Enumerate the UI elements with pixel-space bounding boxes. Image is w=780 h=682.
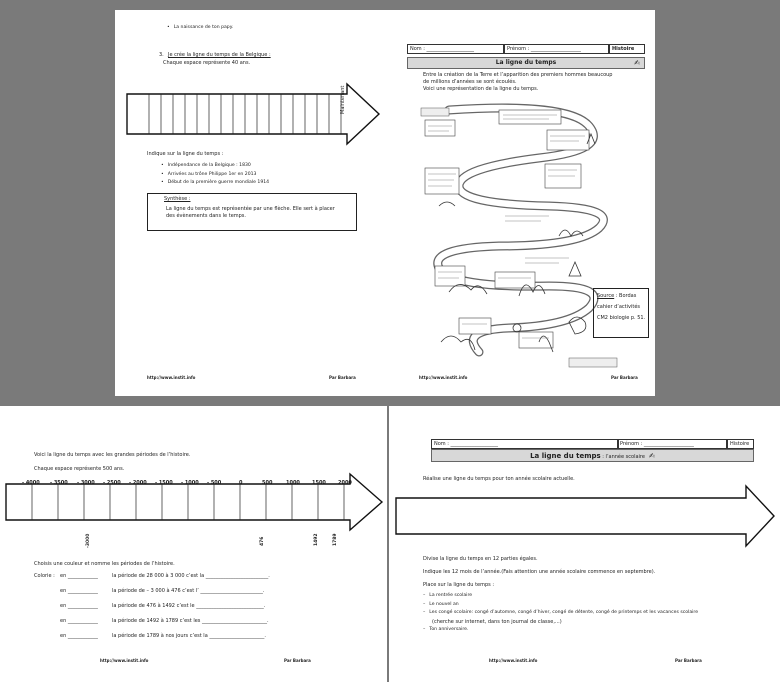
tick-label: 0 — [239, 480, 243, 486]
place-item: – Le nouvel an — [423, 601, 698, 610]
footer-left: http://www.instit.info — [147, 375, 196, 380]
title-band — [431, 449, 754, 462]
page-title: La ligne du temps — [530, 452, 601, 460]
intro-line-1: Entre la création de la Terre et l’apparition des premiers hommes beaucoup — [423, 72, 613, 78]
subject-field: Histoire — [609, 44, 645, 54]
vertical-label: 476 — [260, 536, 265, 546]
tick-label: 2000 — [338, 480, 352, 486]
tick-label: - 4000 — [22, 480, 40, 486]
name-field: Nom : ___________________ — [407, 44, 504, 54]
tick-label: - 1500 — [155, 480, 173, 486]
vertical-label: 1789 — [333, 533, 338, 546]
school-year-timeline-arrow — [394, 484, 776, 548]
tick-label: 500 — [262, 480, 273, 486]
source-line-1 — [597, 293, 636, 299]
tick-label: 1000 — [286, 480, 300, 486]
page-4 — [389, 406, 780, 682]
intro-line: Voici la ligne du temps avec les grandes périodes de l’histoire. — [34, 452, 191, 458]
place-line: Place sur la ligne du temps : — [423, 582, 495, 588]
task-line: Réalise une ligne du temps pour ton année scolaire actuelle. — [423, 476, 575, 482]
tick-label: - 2000 — [129, 480, 147, 486]
scale-line: Chaque espace représente 500 ans. — [34, 466, 125, 472]
place-list — [423, 592, 698, 618]
footer-left: http://www.instit.info — [489, 658, 538, 663]
event-list — [161, 162, 269, 188]
color-row-text[interactable]: la période de 1492 à 1789 c’est les __________________________. — [112, 618, 269, 624]
task3-scale: Chaque espace représente 40 ans. — [163, 60, 251, 66]
color-row-blank[interactable]: en ____________ — [60, 618, 98, 624]
choose-line: Choisis une couleur et nomme les périodes de l’histoire. — [34, 561, 175, 567]
page-2 — [389, 10, 655, 396]
firstname-field: Prénom : ____________________ — [504, 44, 609, 54]
title-band — [407, 57, 645, 69]
tick-label: - 500 — [207, 480, 222, 486]
tick-label: - 3000 — [77, 480, 95, 486]
synthesis-box — [147, 193, 357, 231]
tick-label: - 1000 — [181, 480, 199, 486]
color-row-blank[interactable]: en ____________ — [60, 573, 98, 579]
bullet-item: • La naissance de ton papy. — [167, 24, 233, 33]
mascot-icon: ✍ — [649, 452, 655, 460]
task3-number: 3. — [159, 52, 164, 58]
intro-line-3: Voici une représentation de la ligne du temps. — [423, 86, 539, 92]
synthesis-title: Synthèse : — [164, 196, 191, 202]
indicate-title: Indique sur la ligne du temps : — [147, 151, 224, 157]
source-line-2: cahier d’activités — [597, 304, 641, 310]
footer-right: Par Barbara — [675, 658, 702, 663]
intro-line-2: de millions d’années se sont écoulés. — [423, 79, 517, 85]
synthesis-text-1: La ligne du temps est représentée par une flèche. Elle sert à placer — [166, 206, 335, 212]
place-item: – Les congé scolaire: congé d’automne, congé d’hiver, congé de détente, congé de printemps et les vacances scolaire — [423, 609, 698, 618]
source-label: Source — [597, 293, 615, 299]
vertical-label: -3000 — [86, 533, 91, 548]
color-label: Colorie : — [34, 573, 55, 579]
divide-line: Divise la ligne du temps en 12 parties égales. — [423, 556, 538, 562]
synthesis-text-2: des évènements dans le temps. — [166, 213, 247, 219]
tick-label: 1500 — [312, 480, 326, 486]
source-line-3: CM2 biologie p. 51. — [597, 315, 646, 321]
tick-label: - 2500 — [103, 480, 121, 486]
vertical-label: 1492 — [314, 533, 319, 546]
footer-left: http://www.instit.info — [100, 658, 149, 663]
page-1 — [115, 10, 389, 396]
firstname-field: Prénom : ____________________ — [617, 439, 727, 449]
place-item: – Ton anniversaire. — [423, 626, 468, 635]
footer-right: Par Barbara — [284, 658, 311, 663]
months-line: Indique les 12 mois de l’année.(Fais attention une année scolaire commence en septembre). — [423, 569, 656, 575]
color-row-blank[interactable]: en ____________ — [60, 588, 98, 594]
task3-title: Je crée la ligne du temps de la Belgique : — [168, 52, 271, 58]
footer-left: http://www.instit.info — [419, 375, 468, 380]
color-row-text[interactable]: la période de 1789 à nos jours c’est la ______________________. — [112, 633, 266, 639]
event-item: • Indépendance de la Belgique : 1830 — [161, 162, 269, 171]
tick-label: - 3500 — [50, 480, 68, 486]
subject-field: Histoire — [727, 439, 754, 449]
mascot-icon: ✍ — [634, 59, 640, 67]
color-row-text[interactable]: la période de 28 000 à 3 000 c’est la _________________________. — [112, 573, 270, 579]
color-row-blank[interactable]: en ____________ — [60, 603, 98, 609]
footer-right: Par Barbara — [329, 375, 356, 380]
place-list-end — [423, 626, 468, 635]
page-title-suffix: : l’année scolaire — [600, 454, 645, 460]
color-row-text[interactable]: la période de – 3 000 à 476 c’est l’ _________________________. — [112, 588, 265, 594]
top-bullet-list — [167, 24, 233, 33]
color-row-blank[interactable]: en ____________ — [60, 633, 98, 639]
source-box — [593, 288, 649, 338]
page-title: La ligne du temps — [495, 59, 557, 66]
place-item-continued: (cherche sur internet, dans ton journal de classe,...) — [432, 619, 562, 625]
arrow-maintenant-label: Maintenant — [340, 85, 346, 114]
footer-right: Par Barbara — [611, 375, 638, 380]
page-3 — [0, 406, 387, 682]
event-item: • Arrivées au trône Philippe 1er en 2013 — [161, 171, 269, 180]
color-row-text[interactable]: la période de 476 à 1492 c’est le ___________________________. — [112, 603, 266, 609]
event-item: • Début de la première guerre mondiale 1914 — [161, 179, 269, 188]
source-publisher: : Bordas — [614, 293, 637, 299]
name-field: Nom : ___________________ — [431, 439, 619, 449]
place-item: – La rentrée scolaire — [423, 592, 698, 601]
